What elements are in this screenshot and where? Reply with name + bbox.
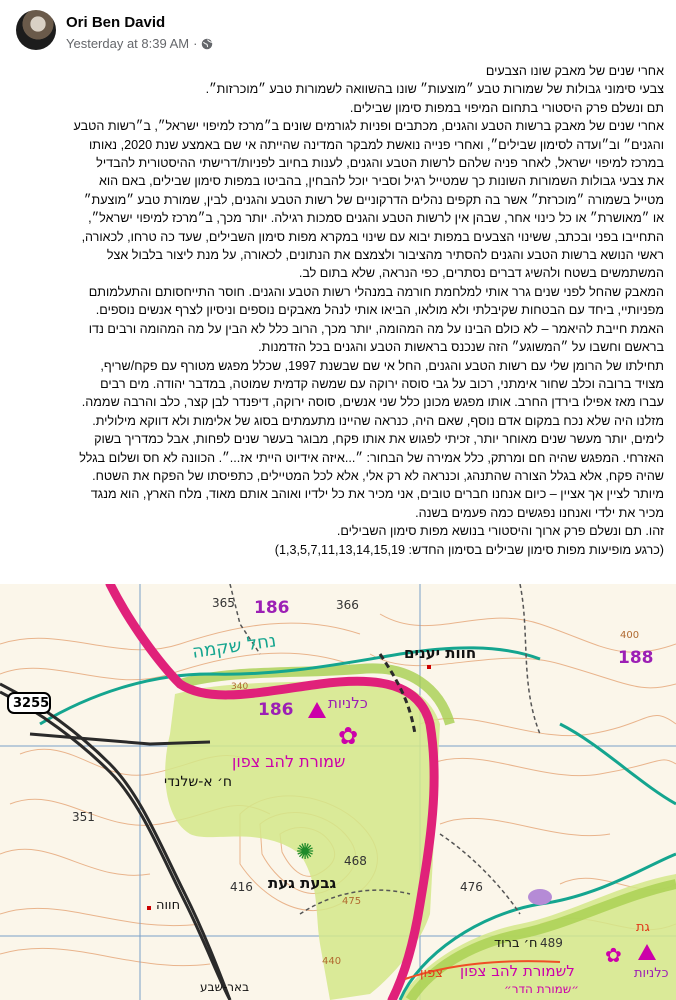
h-bared-label: ח׳ ברוד xyxy=(494,936,538,951)
post-line: במרכז למיפוי ישראל, לאחר פניה שלהם לרשות הטבע והגנים, לענות בחיוב לפניות/דרישתי ההיסטורית להבדיל xyxy=(96,156,664,171)
meta-separator: · xyxy=(193,36,198,51)
site-marker-icon xyxy=(427,665,431,669)
havat-yaanim-label: חוות יענים xyxy=(404,644,477,662)
h-ashlandi-label: ח׳ א-שלנדי xyxy=(164,774,233,790)
flower-bottom-icon: ✿ xyxy=(605,945,622,967)
post-line: המשתמשים בשטח ולהשיג דברים נסתרים, כפי הנראה, שלא בתום לב. xyxy=(298,266,664,281)
post-line: מכיר את ילדי ואנחנו נפגשים כמה פעמים בשנה. xyxy=(415,505,664,520)
post-line: תם ונשלם פרק היסטורי בתחום המיפוי במפות סימון שבילים. xyxy=(349,100,664,115)
post-line: המאבק שהחל לפני שנים גרר אותי למלחמת חורמה במנהלי רשות הטבע והגנים. חוסר התייחסותם והתעלמותם xyxy=(88,284,664,299)
hadar-label: ״שמורת הדר״ xyxy=(504,982,580,996)
post-line: מפניותיי, ביחד עם הבטחות שקיבלתי ולא מולאו, הביאו אותי לנהל מאבקים נוספים וניסיון לצרף אנשים נוספים. xyxy=(95,303,664,318)
nahal-shikma-label: נחל שקמה xyxy=(190,630,278,663)
post-line: או ״מאושרת״ או כל כינוי אחר, שבהן אין לרשות הטבע והגנים סמכות רגילה. יותר מכך, ב״מרכז למיפוי ישראל״, xyxy=(88,211,664,226)
kalaniyot-bottom-label: כלניות xyxy=(634,966,669,981)
post-line: אחרי שנים של מאבק ברשות הטבע והגנים, מכתבים ופניות לגורמים שונים ב״מרכז למיפוי ישראל״, ב״רשות הטבע xyxy=(73,119,664,134)
post-line: מיותר לציין אך אציין – כיום אנחנו חברים טובים, אני מכיר את כל ילדיו ואוהב אותם מאוד, מלח הארץ, הוא מנגד xyxy=(90,487,664,502)
road-3255-label: 3255 xyxy=(13,696,50,711)
elev-440: 440 xyxy=(322,956,342,967)
kalaniyot-label: כלניות xyxy=(328,694,368,712)
post-line: האזרחי. המפגש שהיה חם ומרתק, כלל אמירה של הבחור: ״...איזה אידיוט הייתי אז...״. הכוונה לא חס ושלום בגלל xyxy=(79,450,664,465)
site-marker-2-icon xyxy=(147,906,151,910)
post-line: בראשם וחשבו על ״המשוגע״ הזה שנכנס בראשות הטבע והגנים בכל הזדמנות. xyxy=(258,340,664,355)
post-line: את צבעי גבולות השמורות השונות כך שמטייל רגיל וסביר יוכל להבחין, בהביטו במפות סימון שבילים, באם הוא xyxy=(99,174,664,189)
givat-gaat-label: גבעת געת xyxy=(268,874,337,892)
map-canvas xyxy=(0,584,676,1000)
elev-366: 366 xyxy=(336,598,359,612)
post-meta xyxy=(66,36,213,51)
elev-351: 351 xyxy=(72,810,95,824)
gat-label: גת xyxy=(636,920,650,935)
post-timestamp[interactable]: Yesterday at 8:39 AM xyxy=(66,36,190,51)
post-line: ראשי הנושא ברשות הטבע והגנים להסתיר מהציבור ולצמצם את הנתונים, לכאורה, על מנת ליצור בלבול אצל xyxy=(106,248,664,263)
post-line: (כרגע מופיעות מפות סימון שבילים בסימון החדש: 1,3,5,7,11,13,14,15,19) xyxy=(274,542,664,557)
trail-number-188: 188 xyxy=(618,648,654,668)
elev-476: 476 xyxy=(460,880,483,894)
post-line: צבעי סימוני גבולות של שמורות טבע ״מוצעות״ שונו בהשוואה לשמורות טבע ״מוכרזות״. xyxy=(205,82,664,97)
post-line: מטייל בשמורה ״מוכרזת״ אשר בה תקפים נהלים הדרקוניים של רשות הטבע והגנים, לבין, שמורת טבע ״מוצעת״ xyxy=(83,192,664,207)
post-line: זהו. תם ונשלם פרק ארוך והיסטורי בנושא מפות סימון השבילים. xyxy=(336,524,664,539)
elev-468: 468 xyxy=(344,854,367,868)
globe-icon[interactable] xyxy=(201,38,213,50)
post-line: והגנים״ וב״ועדה לסימון שבילים״, ואחרי פנייה נואשת למבקר המדינה שהייתה אי שם באמצע שנת 2020, נאותו xyxy=(89,137,664,152)
post-line: לימים, יותר מעשר שנים מאוחר יותר, זכיתי לפגוש את אותו פקח, מבוגר בעשר שנים לפחות, אבל כמדריך בשוק xyxy=(94,432,664,447)
elev-400: 400 xyxy=(620,630,640,641)
trail-number-186-mid: 186 xyxy=(258,700,294,720)
elev-340: 340 xyxy=(231,682,249,692)
post-header xyxy=(10,8,666,56)
post-line: שהיה פקח, אלא בגלל הצורה שהתנהג, וכנראה לא רק אלי, אלא לכל המטיילים, כתפיסתו של הפקח את השטח. xyxy=(92,468,664,483)
shmurat-lahav-tzafon-label: שמורת להב צפון xyxy=(232,752,346,771)
hava-label: חווה xyxy=(156,898,181,913)
post-line: אחרי שנים של מאבק שונו הצבעים xyxy=(485,64,664,78)
post-line: האמת חייבת להיאמר – לא כולם הבינו על מה המהומה, יותר מכך, הרוב כלל לא הבין על מה המהומה ורבים נדו xyxy=(88,321,664,336)
reserve-areas xyxy=(165,668,676,1000)
tzavon-label: צפון xyxy=(420,966,443,981)
purple-marker xyxy=(528,889,552,905)
elev-475: 475 xyxy=(342,896,362,907)
post-text xyxy=(12,62,664,559)
post-line: מצויד ברובה וכלב שחור אימתני, רכוב על גבי סוסה ירוקה עם שמשה קדמית שמוטה, במדבר יהודה. מים רבים xyxy=(100,376,664,391)
elev-416: 416 xyxy=(230,880,253,894)
trail-number-186-top: 186 xyxy=(254,598,290,618)
elev-365: 365 xyxy=(212,596,235,610)
elev-489: 489 xyxy=(540,936,563,950)
post-line: עברו מאז אפילו בירדן החרב. אותו מפגש מכונן כלל שני אנשים, סוסה ירוקה, דיפנדר לבן קצר, כלב והרבה שממה. xyxy=(81,395,664,410)
beer-sheva-label: באר-שבע xyxy=(200,980,250,994)
tree-icon: ✺ xyxy=(296,839,315,864)
trail-map-image[interactable] xyxy=(0,584,676,1000)
author-name[interactable]: Ori Ben David xyxy=(66,14,166,31)
post-line: תחילתו של הרומן שלי עם רשות הטבע והגנים, החל אי שם שבשנת 1997, שכלל מפגש מטורף עם פקח/שריף, xyxy=(100,358,664,373)
post-line: התחייבו בפני ובכתב, ששינוי הצבעים במפות יבוא עם שינוי במקרא מפות סימון השבילים, שעד כה טרחו, לכאורה, xyxy=(81,229,664,244)
post-line: מזלנו היה שלא נכח במקום אדם נוסף, שאם היה, כנראה שהיינו מתעמתים בסוג של אלימות ולא דווקא מילולית. xyxy=(92,413,664,428)
author-avatar[interactable] xyxy=(16,10,56,50)
shmurat-lahav-bottom-label: לשמורת להב צפון xyxy=(460,962,575,980)
flower-icon: ✿ xyxy=(338,723,359,750)
